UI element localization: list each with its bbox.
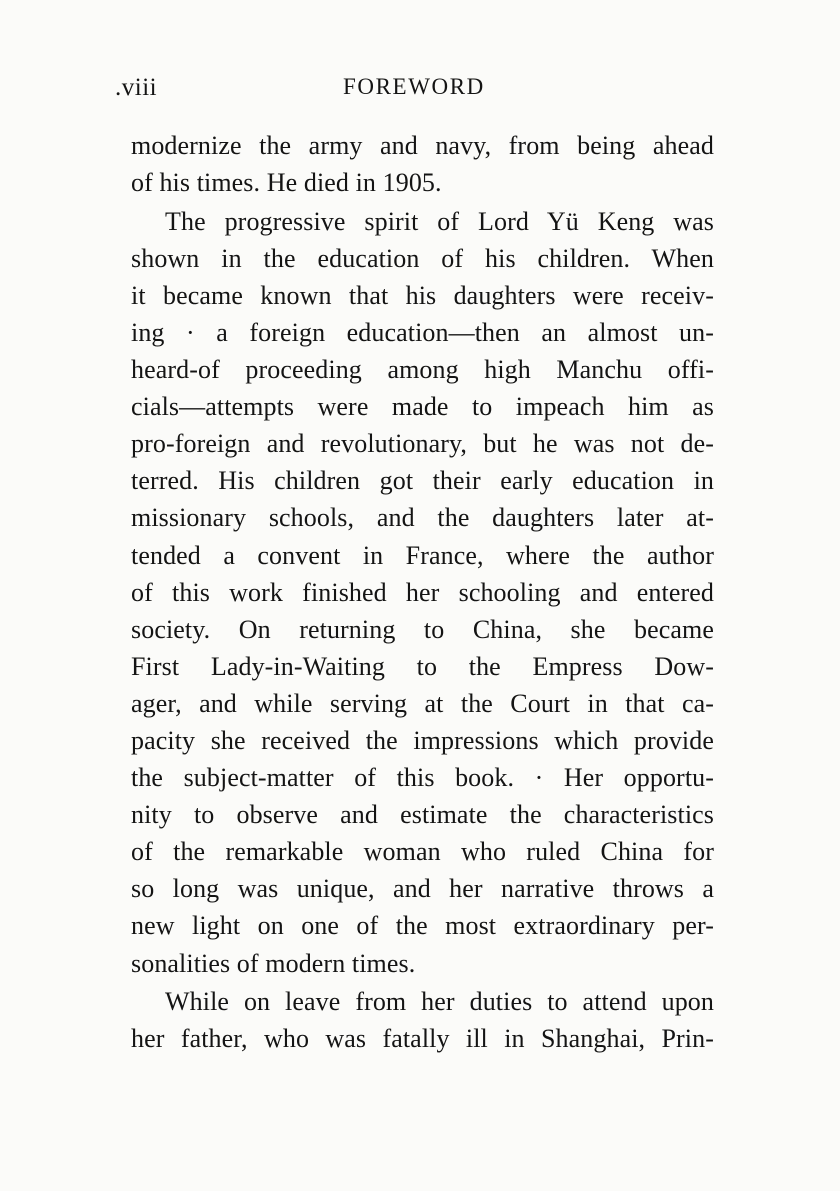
text-line: her father, who was fatally ill in Shanghai, Prin- bbox=[131, 1024, 714, 1054]
text-line: The progressive spirit of Lord Yü Keng was bbox=[165, 206, 714, 236]
text-line: shown in the education of his children. When bbox=[131, 243, 714, 273]
text-line: ager, and while serving at the Court in that ca- bbox=[131, 688, 714, 718]
running-head-title: FOREWORD bbox=[343, 74, 485, 99]
text-line: cials—attempts were made to impeach him as bbox=[131, 392, 714, 422]
text-line: it became known that his daughters were receiv- bbox=[131, 280, 714, 310]
text-line: terred. His children got their early education in bbox=[131, 466, 714, 496]
paragraph-2 bbox=[131, 203, 714, 982]
text-line: pacity she received the impressions which provide bbox=[131, 726, 714, 755]
text-line: sonalities of modern times. bbox=[131, 948, 416, 978]
text-line: new light on one of the most extraordinary per- bbox=[131, 911, 714, 941]
text-line: tended a convent in France, where the author bbox=[131, 540, 714, 570]
text-line: so long was unique, and her narrative throws a bbox=[131, 874, 714, 904]
text-line: heard-of proceeding among high Manchu offi- bbox=[131, 355, 714, 385]
text-line: nity to observe and estimate the characteristics bbox=[131, 800, 714, 830]
paragraph-3 bbox=[131, 983, 714, 1057]
text-line: of this work finished her schooling and entered bbox=[131, 577, 714, 607]
text-line: of his times. He died in 1905. bbox=[131, 168, 442, 198]
body-text bbox=[131, 127, 714, 1057]
text-line: pro-foreign and revolutionary, but he was not de- bbox=[131, 429, 714, 459]
paragraph-1 bbox=[131, 127, 714, 201]
text-line: While on leave from her duties to attend upon bbox=[165, 987, 714, 1017]
text-line: modernize the army and navy, from being ahead bbox=[131, 131, 714, 160]
text-line: ing · a foreign education—then an almost un- bbox=[131, 317, 714, 347]
text-line: the subject-matter of this book. · Her opportu- bbox=[131, 763, 714, 793]
text-line: society. On returning to China, she became bbox=[131, 614, 714, 644]
page-number: .viii bbox=[115, 74, 158, 101]
page-header bbox=[115, 74, 715, 106]
text-line: First Lady-in-Waiting to the Empress Dow- bbox=[131, 651, 714, 681]
text-line: missionary schools, and the daughters later at- bbox=[131, 503, 714, 533]
text-line: of the remarkable woman who ruled China for bbox=[131, 837, 714, 867]
